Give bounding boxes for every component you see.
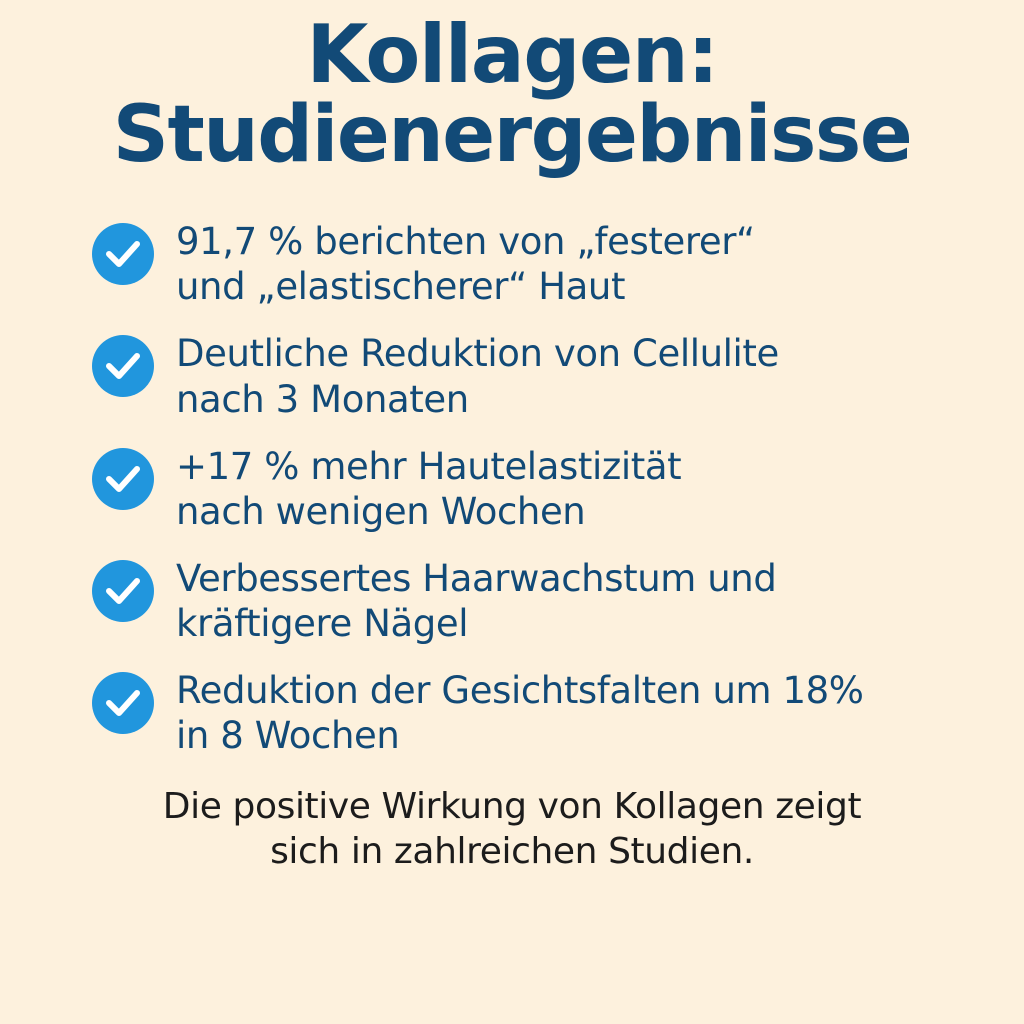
study-results-list	[0, 219, 1024, 758]
list-item	[92, 331, 984, 421]
check-circle-icon	[92, 448, 154, 510]
list-item-line-2: nach 3 Monaten	[176, 377, 469, 421]
check-circle-icon	[92, 223, 154, 285]
list-item-line-1: Verbessertes Haarwachstum und	[176, 556, 777, 600]
list-item-line-1: 91,7 % berichten von „festerer“	[176, 220, 755, 264]
list-item-line-1: Reduktion der Gesichtsfalten um 18%	[176, 669, 864, 713]
check-circle-icon	[92, 672, 154, 734]
title-line-1: Kollagen:	[306, 8, 718, 101]
title-line-2: Studienergebnisse	[112, 89, 912, 180]
list-item-line-2: in 8 Wochen	[176, 714, 400, 758]
check-circle-icon	[92, 335, 154, 397]
page-title	[0, 0, 1024, 180]
list-item-text	[176, 219, 755, 309]
list-item-text	[176, 668, 864, 758]
list-item-line-1: Deutliche Reduktion von Cellulite	[176, 332, 779, 376]
list-item-line-2: nach wenigen Wochen	[176, 489, 586, 533]
list-item	[92, 556, 984, 646]
list-item-line-2: kräftigere Nägel	[176, 602, 469, 646]
check-circle-icon	[92, 560, 154, 622]
list-item-text	[176, 556, 776, 646]
list-item	[92, 668, 984, 758]
list-item-text	[176, 331, 779, 421]
list-item-line-1: +17 % mehr Hautelastizität	[176, 444, 682, 488]
list-item	[92, 219, 984, 309]
footer-line-2: sich in zahlreichen Studien.	[270, 831, 754, 873]
list-item-line-2: und „elastischerer“ Haut	[176, 265, 626, 309]
footer-caption	[0, 784, 1024, 874]
list-item-text	[176, 444, 681, 534]
list-item	[92, 444, 984, 534]
footer-line-1: Die positive Wirkung von Kollagen zeigt	[162, 786, 862, 828]
